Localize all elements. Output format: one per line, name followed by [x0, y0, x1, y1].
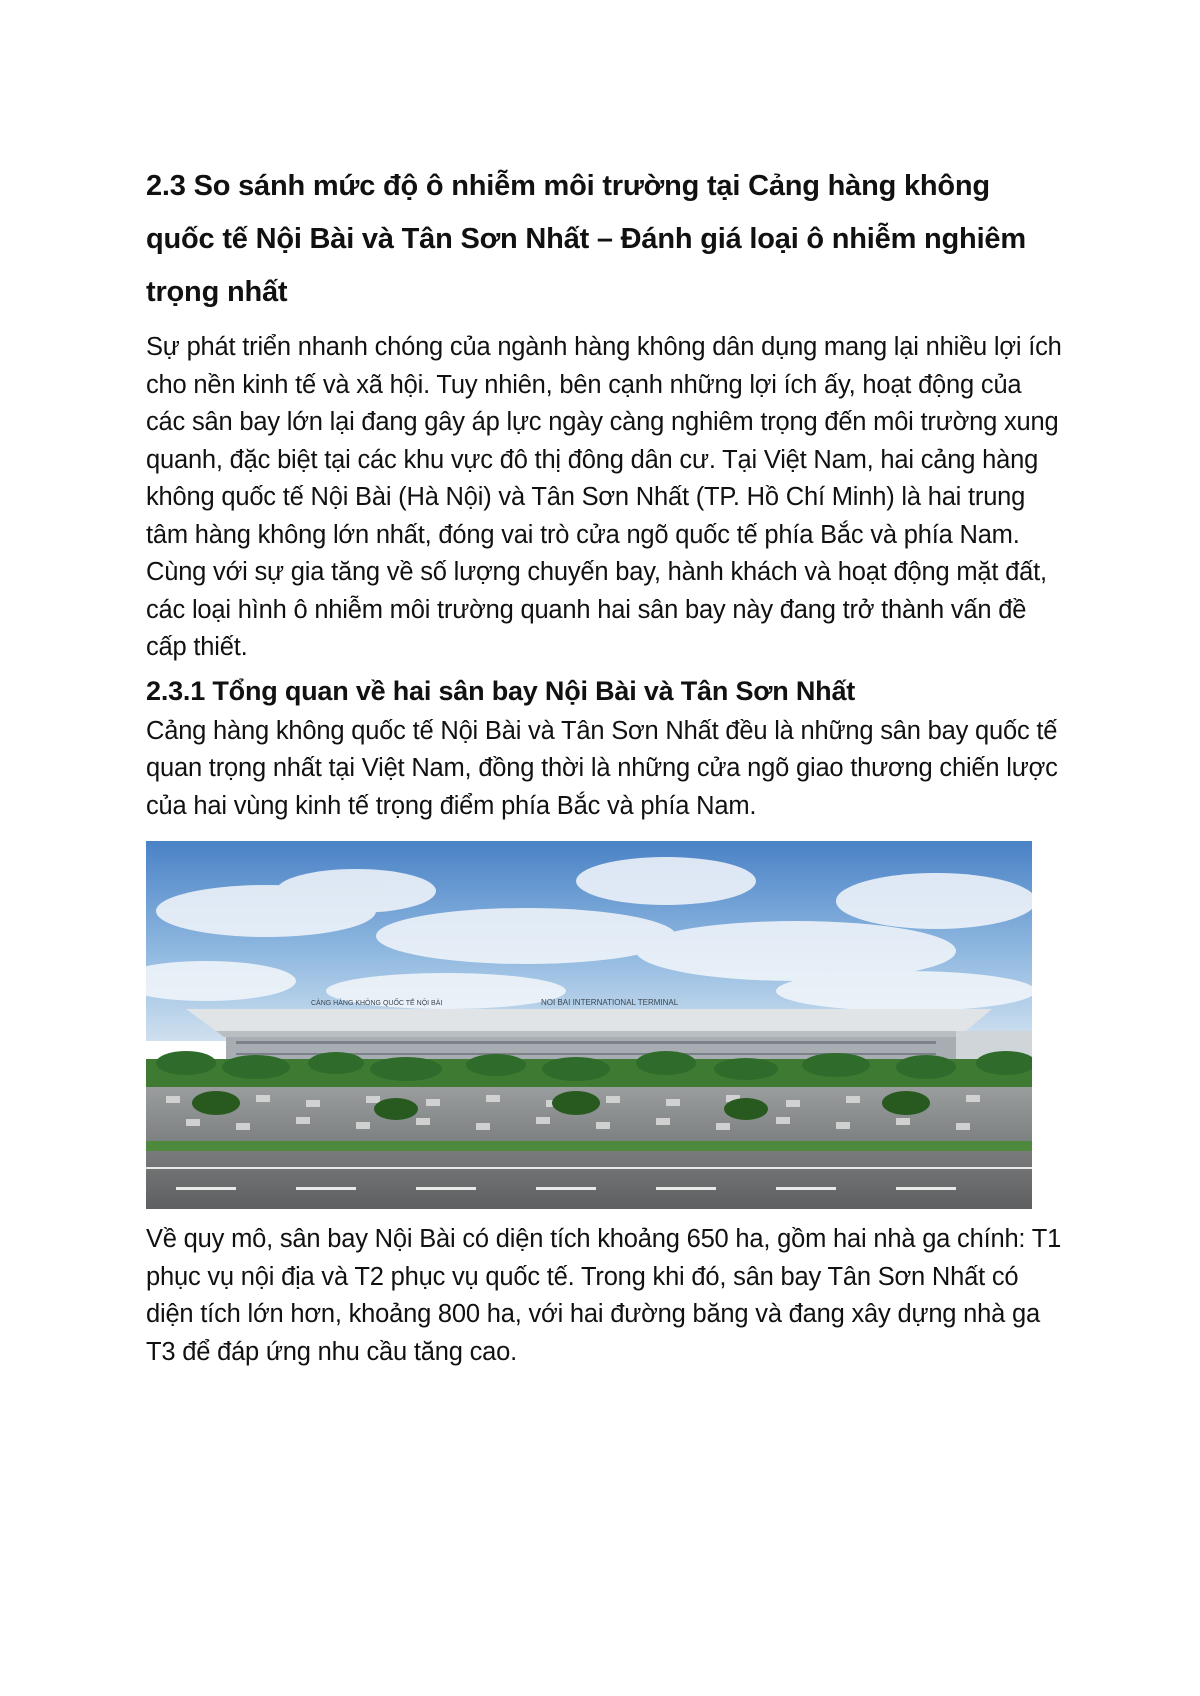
terminal-sign-right: NOI BAI INTERNATIONAL TERMINAL [541, 998, 679, 1007]
terminal-sign-left: CẢNG HÀNG KHÔNG QUỐC TẾ NỘI BÀI [311, 1000, 443, 1007]
document-page [146, 160, 1066, 1371]
intro-paragraph: Sự phát triển nhanh chóng của ngành hàng không dân dụng mang lại nhiều lợi ích cho nền kinh tế và xã hội. Tuy nhiên, bên cạnh những lợi ích ấy, hoạt động của các sân bay lớn lại đang gây áp lực ngày càng nghiêm trọng đến môi trường xung quanh, đặc biệt tại các khu vực đô thị đông dân cư. Tại Việt Nam, hai cảng hàng không quốc tế Nội Bài (Hà Nội) và Tân Sơn Nhất (TP. Hồ Chí Minh) là hai trung tâm hàng không lớn nhất, đóng vai trò cửa ngõ quốc tế phía Bắc và phía Nam. Cùng với sự gia tăng về số lượng chuyến bay, hành khách và hoạt động mặt đất, các loại hình ô nhiễm môi trường quanh hai sân bay này đang trở thành vấn đề cấp thiết. [146, 333, 1062, 661]
section-heading: 2.3 So sánh mức độ ô nhiễm môi trường tại Cảng hàng không quốc tế Nội Bài và Tân Sơn Nhất – Đánh giá loại ô nhiễm nghiêm trọng nhất [146, 170, 1026, 308]
overview-paragraph: Cảng hàng không quốc tế Nội Bài và Tân Sơn Nhất đều là những sân bay quốc tế quan trọng nhất tại Việt Nam, đồng thời là những cửa ngõ giao thương chiến lược của hai vùng kinh tế trọng điểm phía Bắc và phía Nam. [146, 716, 1058, 820]
subsection-heading: 2.3.1 Tổng quan về hai sân bay Nội Bài và Tân Sơn Nhất [146, 675, 856, 706]
noi-bai-terminal-photo [146, 841, 1032, 1209]
scale-paragraph: Về quy mô, sân bay Nội Bài có diện tích khoảng 650 ha, gồm hai nhà ga chính: T1 phục vụ nội địa và T2 phục vụ quốc tế. Trong khi đó, sân bay Tân Sơn Nhất có diện tích lớn hơn, khoảng 800 ha, với hai đường băng và đang xây dựng nhà ga T3 để đáp ứng nhu cầu tăng cao. [146, 1225, 1062, 1366]
